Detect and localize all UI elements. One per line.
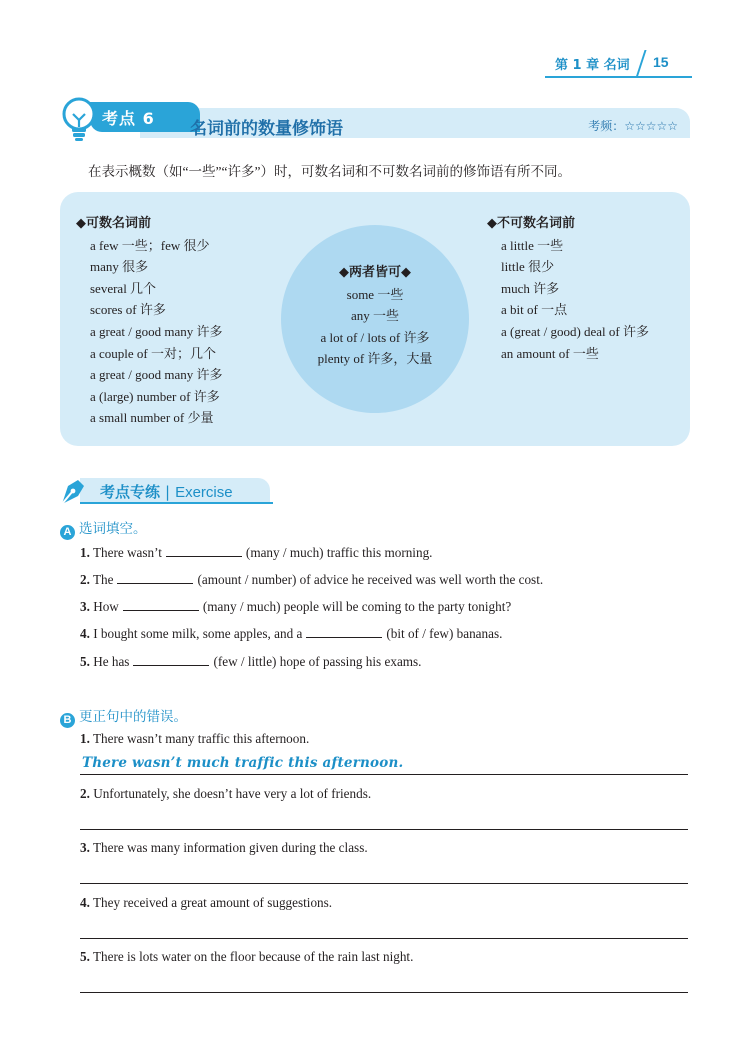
question-text: (few / little) hope of passing his exams. bbox=[213, 654, 422, 669]
answer-blank[interactable] bbox=[117, 571, 193, 584]
topic-frequency: 考频：☆☆☆☆☆ bbox=[588, 119, 678, 133]
question-text: (many / much) traffic this morning. bbox=[245, 545, 433, 560]
countable-item: scores of 许多 bbox=[90, 302, 166, 318]
question-number: 3. bbox=[80, 840, 90, 855]
section-a-question bbox=[80, 625, 502, 642]
section-a-title: 选词填空。 bbox=[79, 521, 147, 537]
question-text: I bought some milk, some apples, and a bbox=[93, 626, 303, 641]
section-b-question bbox=[80, 786, 371, 802]
question-number: 4. bbox=[80, 626, 90, 641]
section-a-question bbox=[80, 653, 421, 670]
question-text: There was many information given during the class. bbox=[92, 840, 368, 855]
section-a-question bbox=[80, 544, 432, 561]
topic-tab bbox=[90, 102, 200, 132]
answer-line[interactable] bbox=[80, 774, 688, 775]
uncountable-item: an amount of 一些 bbox=[501, 345, 599, 361]
exercise-header-underline bbox=[80, 502, 273, 504]
exercise-header bbox=[58, 476, 273, 508]
both-item: any 一些 bbox=[350, 308, 400, 324]
question-number: 1. bbox=[80, 545, 90, 560]
section-b-question bbox=[80, 949, 413, 965]
chapter-label: 第 1 章 名词 bbox=[555, 58, 630, 73]
question-number: 4. bbox=[80, 895, 90, 910]
page-number: 15 bbox=[653, 54, 669, 70]
uncountable-item: much 许多 bbox=[501, 280, 560, 296]
question-text: Unfortunately, she doesn’t have very a lot of friends. bbox=[93, 786, 372, 801]
question-text: How bbox=[93, 599, 119, 614]
countable-item: a small number of 少量 bbox=[90, 410, 214, 426]
lightbulb-icon bbox=[60, 96, 102, 142]
section-b-question bbox=[80, 895, 332, 911]
question-text: (bit of / few) bananas. bbox=[386, 626, 503, 641]
both-item: plenty of 许多，大量 bbox=[317, 351, 433, 367]
uncountable-heading: ◆不可数名词前 bbox=[487, 216, 575, 231]
section-a-heading bbox=[60, 517, 147, 540]
countable-item: many 很多 bbox=[90, 259, 149, 275]
answer-blank[interactable] bbox=[306, 625, 382, 638]
question-number: 3. bbox=[80, 599, 90, 614]
exercise-title-separator: | bbox=[165, 483, 171, 501]
exercise-title bbox=[100, 481, 233, 502]
countable-item: a great / good many 许多 bbox=[90, 367, 223, 383]
both-column bbox=[300, 262, 450, 370]
both-heading: ◆两者皆可◆ bbox=[339, 265, 411, 280]
countable-item: a great / good many 许多 bbox=[90, 323, 223, 339]
uncountable-item: a little 一些 bbox=[501, 237, 564, 253]
question-number: 2. bbox=[80, 572, 90, 587]
question-text: The bbox=[92, 572, 114, 587]
answer-blank[interactable] bbox=[133, 653, 209, 666]
question-text: They received a great amount of suggestions. bbox=[92, 895, 333, 910]
question-text: There wasn’t many traffic this afternoon. bbox=[92, 731, 310, 746]
sample-answer: There wasn’t much traffic this afternoon. bbox=[82, 755, 404, 771]
section-b-title: 更正句中的错误。 bbox=[79, 709, 187, 725]
answer-blank[interactable] bbox=[166, 544, 242, 557]
countable-item: several 几个 bbox=[90, 280, 157, 296]
countable-item: a few 一些；few 很少 bbox=[90, 237, 210, 253]
countable-item: a couple of 一对；几个 bbox=[90, 345, 217, 361]
countable-item: a (large) number of 许多 bbox=[90, 388, 220, 404]
both-item: a lot of / lots of 许多 bbox=[320, 329, 430, 345]
section-a-question bbox=[80, 571, 543, 588]
both-item: some 一些 bbox=[346, 286, 404, 302]
question-number: 5. bbox=[80, 949, 90, 964]
section-b-question bbox=[80, 840, 368, 856]
answer-line[interactable] bbox=[80, 938, 688, 939]
answer-blank[interactable] bbox=[123, 598, 199, 611]
header-divider bbox=[635, 50, 646, 78]
section-b-badge: B bbox=[60, 713, 75, 728]
answer-line[interactable] bbox=[80, 829, 688, 830]
question-text: (many / much) people will be coming to the party tonight? bbox=[202, 599, 512, 614]
section-b-heading bbox=[60, 705, 187, 728]
question-text: He has bbox=[93, 654, 130, 669]
topic-bar bbox=[60, 108, 690, 138]
answer-line[interactable] bbox=[80, 883, 688, 884]
countable-heading: ◆可数名词前 bbox=[76, 216, 151, 231]
question-text: There is lots water on the floor because of the rain last night. bbox=[92, 949, 414, 964]
section-a-question bbox=[80, 598, 511, 615]
answer-line[interactable] bbox=[80, 992, 688, 993]
question-text: There wasn’t bbox=[92, 545, 162, 560]
section-b-question bbox=[80, 731, 309, 747]
pen-icon bbox=[58, 476, 88, 508]
topic-title: 名词前的数量修饰语 bbox=[190, 119, 343, 139]
section-a-badge: A bbox=[60, 525, 75, 540]
exercise-title-cn: 考点专练 bbox=[100, 483, 161, 501]
topic-tab-label: 考点 6 bbox=[102, 109, 155, 128]
exercise-title-en: Exercise bbox=[175, 484, 233, 501]
intro-text: 在表示概数（如“一些”“许多”）时，可数名词和不可数名词前的修饰语有所不同。 bbox=[88, 164, 571, 179]
countable-column bbox=[76, 213, 223, 429]
uncountable-item: a bit of 一点 bbox=[501, 302, 568, 318]
question-text: (amount / number) of advice he received was well worth the cost. bbox=[197, 572, 544, 587]
uncountable-item: little 很少 bbox=[501, 259, 555, 275]
page-header bbox=[545, 52, 692, 78]
question-number: 2. bbox=[80, 786, 90, 801]
question-number: 5. bbox=[80, 654, 90, 669]
uncountable-item: a (great / good) deal of 许多 bbox=[501, 323, 650, 339]
uncountable-column bbox=[487, 213, 649, 364]
question-number: 1. bbox=[80, 731, 90, 746]
